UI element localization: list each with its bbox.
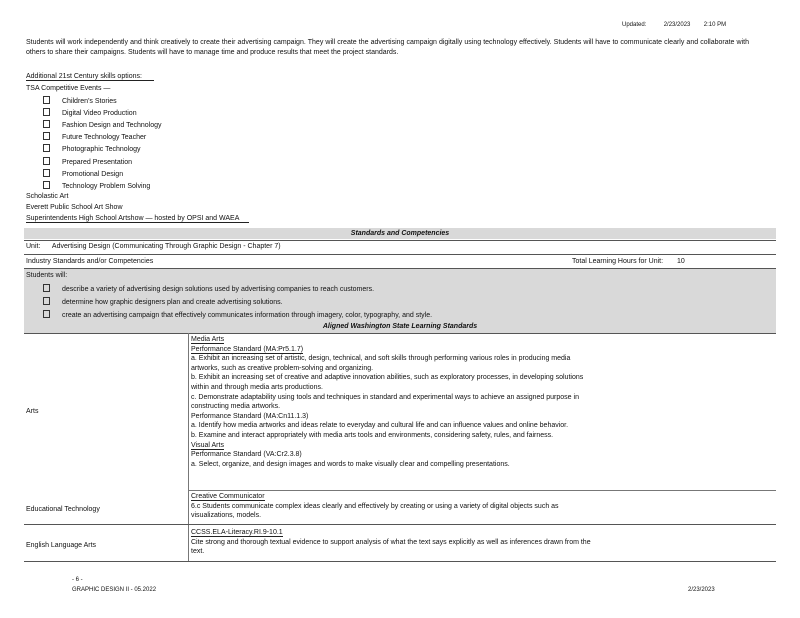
scholastic-line: Scholastic Art <box>26 193 69 200</box>
footer-course: GRAPHIC DESIGN II - 05.2022 <box>72 587 157 593</box>
text-line: Visual Arts <box>191 441 224 449</box>
bullet-icon <box>43 297 50 305</box>
total-hours-value: 10 <box>676 258 685 265</box>
divider <box>24 254 776 255</box>
updated-time: 2:10 PM <box>703 22 727 28</box>
list-item: Digital Video Production <box>43 108 137 119</box>
bullet-icon <box>43 108 50 116</box>
unit-row <box>26 242 281 252</box>
updated-date: 2/23/2023 <box>663 22 691 28</box>
industry-label: Industry Standards and/or Competencies <box>26 258 154 265</box>
text-line: constructing media artworks. <box>191 403 281 411</box>
tsa-heading: TSA Competitive Events — <box>26 85 111 92</box>
list-item: determine how graphic designers plan and create advertising solutions. <box>43 297 283 308</box>
text-line: within and through media arts productions. <box>191 383 323 391</box>
unit-text: Advertising Design (Communicating Through Graphic Design - Chapter 7) <box>51 243 281 250</box>
ela-standards <box>191 528 749 557</box>
text-line: a. Exhibit an increasing set of artistic, design, technical, and soft skills through performing various roles in producing media <box>191 355 571 363</box>
updated-label: Updated: <box>622 22 647 28</box>
text-line: Performance Standard (MA:Pr5.1.7) <box>191 345 304 353</box>
bullet-icon <box>43 181 50 189</box>
list-item: Fashion Design and Technology <box>43 120 162 131</box>
list-item: create an advertising campaign that effectively communicates information through imagery, color, typography, and style. <box>43 310 432 321</box>
text-line: a. Select, organize, and design images and words to make visually clear and compelling presentations. <box>191 460 510 468</box>
bullet-icon <box>43 310 50 318</box>
list-item: Prepared Presentation <box>43 157 132 168</box>
list-item: Future Technology Teacher <box>43 132 146 143</box>
text-line: c. Demonstrate adaptability using tools and techniques in standard and experimental ways to achieve an assigned purpose in <box>191 393 579 401</box>
text-line: Cite strong and thorough textual evidence to support analysis of what the text says explicitly as well as inferences drawn from the <box>191 538 591 546</box>
bullet-icon <box>43 284 50 292</box>
edtech-standards <box>191 492 749 521</box>
bullet-icon <box>43 120 50 128</box>
footer-date: 2/23/2023 <box>688 587 715 593</box>
divider <box>24 240 776 241</box>
bullet-icon <box>43 96 50 104</box>
standards-band: Standards and Competencies <box>24 228 776 239</box>
text-line: Performance Standard (MA:Cn11.1.3) <box>191 412 309 420</box>
column-divider <box>188 333 189 562</box>
footer-page-number: - 6 - <box>72 577 83 583</box>
text-line: b. Exhibit an increasing set of creative and adaptive innovation abilities, such as exploratory processes, in developing solutions <box>191 374 584 382</box>
divider <box>24 561 776 562</box>
text-line: text. <box>191 548 205 556</box>
list-item: Photographic Technology <box>43 144 140 155</box>
subject-english-language-arts: English Language Arts <box>26 542 97 549</box>
superintendents-line: Superintendents High School Artshow — hosted by OPSI and WAEA <box>26 214 249 224</box>
text-line: b. Examine and interact appropriately with media arts tools and environments, considering safety, rules, and fairness. <box>191 431 554 439</box>
list-item: Technology Problem Solving <box>43 181 150 192</box>
text-line: artworks, such as creative problem-solving and organizing. <box>191 364 374 372</box>
text-line: visualizations, models. <box>191 512 262 520</box>
bullet-icon <box>43 144 50 152</box>
list-item: Promotional Design <box>43 169 123 180</box>
divider <box>24 524 776 525</box>
updated-stamp <box>622 21 726 31</box>
list-item: describe a variety of advertising design solutions used by advertising companies to reach customers. <box>43 284 374 295</box>
bullet-icon <box>43 157 50 165</box>
students-will-label: Students will: <box>26 272 68 279</box>
text-line: Media Arts <box>191 336 225 343</box>
text-line: CCSS.ELA-Literacy.RI.9-10.1 <box>191 529 283 536</box>
everett-line: Everett Public School Art Show <box>26 204 123 211</box>
additional-skills-label: Additional 21st Century skills options: <box>26 72 154 82</box>
aligned-standards-heading: Aligned Washington State Learning Standards <box>322 323 478 330</box>
total-hours <box>572 257 685 267</box>
unit-label: Unit: <box>26 243 41 250</box>
text-line: 6.c Students communicate complex ideas clearly and effectively by creating or using a variety of digital objects such as <box>191 502 559 510</box>
divider <box>24 333 776 334</box>
list-item: Children's Stories <box>43 96 117 107</box>
subject-educational-technology: Educational Technology <box>26 506 100 513</box>
subject-arts: Arts <box>26 408 39 415</box>
text-line: a. Identify how media artworks and ideas relate to everyday and cultural life and can influence values and online behavior. <box>191 422 569 430</box>
text-line: Performance Standard (VA:Cr2.3.8) <box>191 451 302 459</box>
row-divider <box>188 490 776 491</box>
arts-standards <box>191 335 749 469</box>
bullet-icon <box>43 169 50 177</box>
intro-paragraph: Students will work independently and think creatively to create their advertising campaign. They will create the advertising campaign digitally using technology effectively. Students will have to communicate clearly and collaborate with others to share their campaigns. Students will have to manage time and produce results that meet the project standards. <box>26 39 749 56</box>
bullet-icon <box>43 132 50 140</box>
text-line: Creative Communicator <box>191 493 265 500</box>
total-hours-label: Total Learning Hours for Unit: <box>572 258 664 265</box>
